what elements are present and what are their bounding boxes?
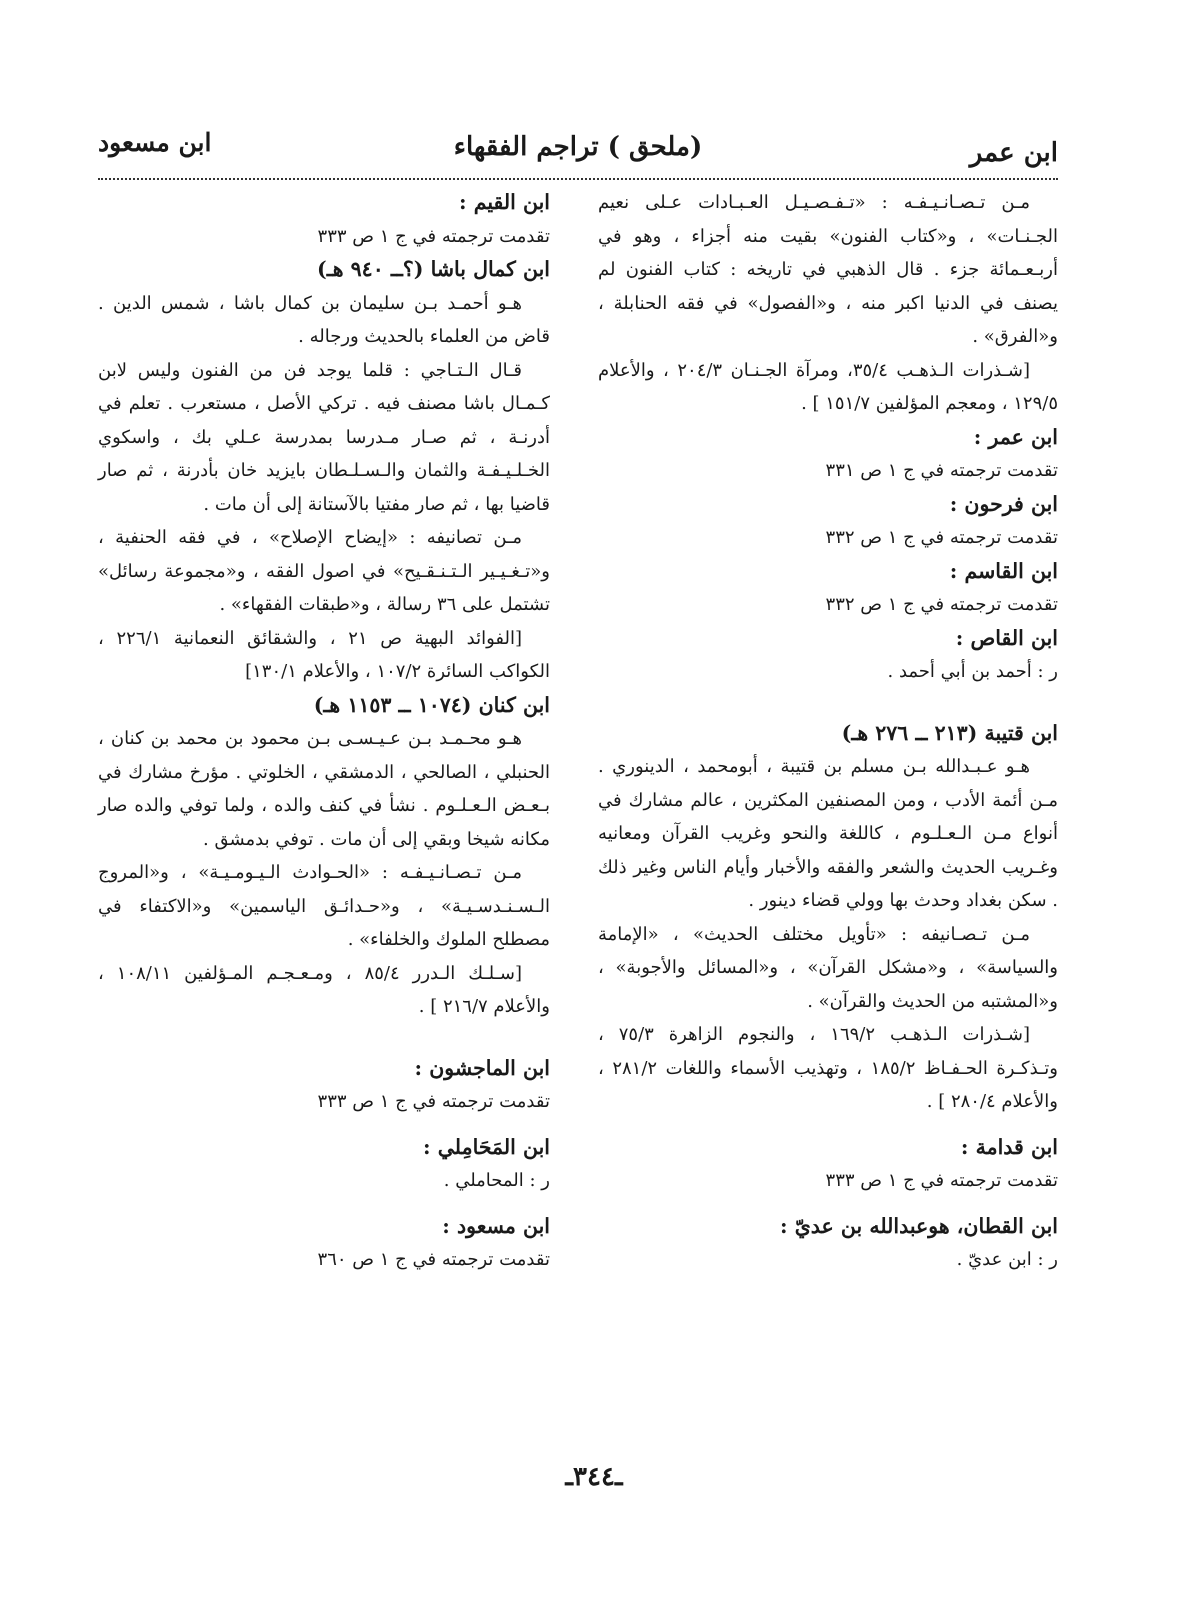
entry-title: ابن قدامة : [960,1134,1058,1159]
entry-title: ابن القاص : [955,625,1058,650]
header-book-title: (ملحق ) تراجم الفقهاء [453,132,703,162]
entry-body-paragraph: هـو أحمـد بـن سليمان بن كمال باشا ، شمس الدين . قاض من العلماء بالحديث ورجاله . [98,292,550,347]
entry-cross-reference: تقدمت ترجمته في ج ١ ص ٣٣٣ [317,225,550,247]
entry-body-paragraph: قـال الـتـاجي : قلما يوجد فن من الفنون وليس لابن كـمـال باشا مصنف فيه . تركي الأصل ، مستعرب . تعلم في أدرنـة ، ثم صـار مـدرسا بمدرسة عـلي بك ، واسكوي الخـلـيـفـة والثمان والـسـلـطان بايزيد خان بأدرنة ، ثم صار قاضيا بها ، ثم صار مفتيا بالآستانة إلى أن مات . [98,359,550,515]
entry-sources: [سـلـك الـدرر ٨٥/٤ ، ومـعـجـم المـؤلفين ١٠٨/١١ ، والأعلام ٢١٦/٧ ] . [98,962,550,1017]
entry-sources: [شـذرات الـذهـب ٣٥/٤، ومرآة الجـنـان ٢٠٤/٣ ، والأعلام ١٢٩/٥ ، ومعجم المؤلفين ١٥١/٧ ] . [598,359,1058,414]
entry-sources: [الفوائد البهية ص ٢١ ، والشقائق النعمانية ٢٢٦/١ ، الكواكب السائرة ١٠٧/٢ ، والأعلام ١٣٠/١] [98,627,550,682]
entry-cross-reference: ر : المحاملي . [443,1170,550,1191]
entry-title: ابن كنان (١٠٧٤ ــ ١١٥٣ هـ) [313,692,550,717]
entry-works-paragraph: مـن تـصـانيفه : «تأويل مختلف الحديث» ، «الإمامة والسياسة» ، و«مشكل القرآن» ، و«المسائل والأجوبة» ، و«المشتبه من الحديث والقرآن» . [598,923,1058,1012]
entry-cross-reference: تقدمت ترجمته في ج ١ ص ٣٣٢ [825,527,1058,548]
header-right-entry: ابن عمر [969,138,1058,168]
entry-title: ابن مسعود : [442,1213,550,1238]
header-left-entry: ابن مسعود [98,128,212,157]
entry-body-paragraph: هـو محـمـد بـن عـيـسـى بـن محمود بن محمد بن كنان ، الحنبلي ، الصالحي ، الدمشقي ، الخلوتي . مؤرخ مشارك في بـعـض الـعـلـوم . نشأ في كنف والده ، ولما توفي والده صار مكانه شيخا وبقي إلى أن مات . توفي بدمشق . [98,728,550,850]
entry-title: ابن القيم : [459,190,550,214]
entry-cross-reference: تقدمت ترجمته في ج ١ ص ٣٣٣ [317,1091,550,1112]
left-column [98,186,550,1277]
entry-body-paragraph: مـن تـصـانـيـفـه : «تـفـصـيـل العـبـادات عـلى نعيم الجـنـات» ، و«كتاب الفنون» بقيت منه أجزاء ، وهو في أربـعـمائة جزء . قال الذهبي في تاريخه : كتاب الفنون لم يصنف في الدنيا اكبر منه ، و«الفصول» في فقه الحنابلة ، و«الفرق» . [598,192,1058,347]
entry-works-paragraph: مـن تـصـانـيـفـه : «الحـوادث الـيـومـيـة» ، و«المروج الـسـنـدسـيـة» ، و«حـدائـق الياسمين» و«الاكتفاء في مصطلح الملوك والخلفاء» . [98,862,550,950]
entry-title: ابن كمال باشا (؟ــ ٩٤٠ هـ) [317,257,550,281]
entry-sources: [شـذرات الـذهـب ١٦٩/٢ ، والنجوم الزاهرة ٧٥/٣ ، وتـذكـرة الحـفـاظ ١٨٥/٢ ، وتهذيب الأسماء واللغات ٢٨١/٢ ، والأعلام ٢٨٠/٤ ] . [598,1024,1058,1112]
entry-cross-reference: ر : ابن عديّ . [956,1249,1058,1270]
running-header [98,128,1058,178]
entry-works-paragraph: مـن تصانيفه : «إيضاح الإصلاح» ، في فقه الحنفية ، و«تـغـيـير الـتـنـقـيح» في اصول الفقه ، و«مجموعة رسائل» تشتمل على ٣٦ رسالة ، و«طبقات الفقهاء» . [98,527,550,615]
entry-title: ابن فرحون : [949,491,1058,516]
entry-cross-reference: تقدمت ترجمته في ج ١ ص ٣٣١ [825,460,1058,481]
entry-cross-reference: تقدمت ترجمته في ج ١ ص ٣٣٣ [825,1170,1058,1191]
entry-title: ابن القطان، هوعبدالله بن عديّ : [780,1213,1058,1238]
entry-cross-reference: تقدمت ترجمته في ج ١ ص ٣٦٠ [317,1249,550,1270]
right-column [598,186,1058,1277]
entry-body-paragraph: هـو عـبـدالله بـن مسلم بن قتيبة ، أبومحمد ، الدينوري . مـن أئمة الأدب ، ومن المصنفين المكثرين ، عالم مشارك في أنواع مـن الـعـلـوم ، كاللغة والنحو وغريب القرآن ومعانيه وغـريب الحديث والشعر والفقه والأخبار وأيام الناس وغير ذلك . سكن بغداد وحدث بها وولي قضاء دينور . [598,756,1058,911]
header-dotted-rule [98,178,1058,180]
entry-title: ابن القاسم : [949,558,1058,583]
entry-title: ابن الماجشون : [414,1055,550,1080]
page-number: ـ٣٤٤ـ [565,1462,623,1492]
entry-title: ابن عمر : [973,424,1058,449]
entry-title: ابن قتيبة (٢١٣ ــ ٢٧٦ هـ) [841,720,1058,745]
entry-cross-reference: ر : أحمد بن أبي أحمد . [887,661,1058,682]
entry-title: ابن المَحَامِلي : [423,1134,550,1159]
entry-cross-reference: تقدمت ترجمته في ج ١ ص ٣٣٢ [825,594,1058,615]
